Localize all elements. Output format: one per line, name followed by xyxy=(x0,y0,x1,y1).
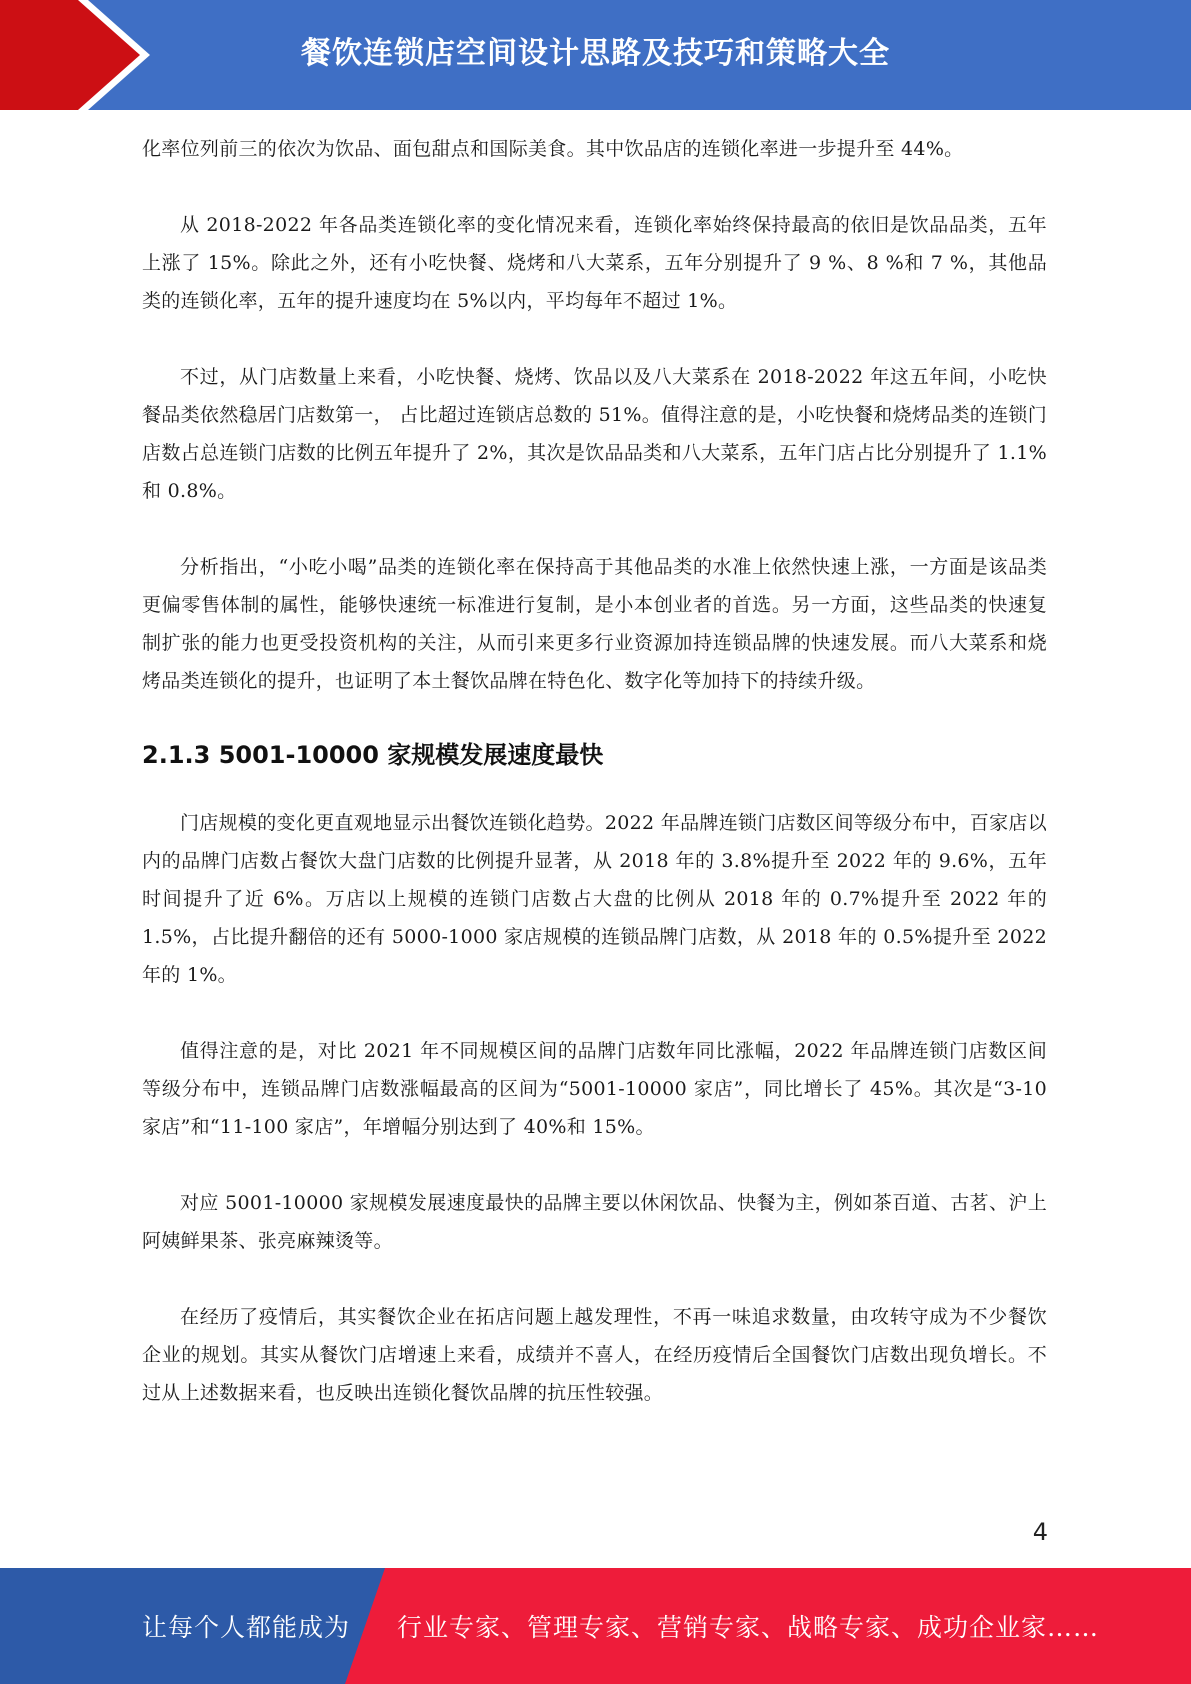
footer-slogan-right: 行业专家、管理专家、营销专家、战略专家、成功企业家…… xyxy=(397,1613,1100,1642)
page-header xyxy=(0,0,1191,110)
paragraph-8: 在经历了疫情后，其实餐饮企业在拓店问题上越发理性，不再一味追求数量，由攻转守成为不少餐饮企业的规划。其实从餐饮门店增速上来看，成绩并不喜人，在经历疫情后全国餐饮门店数出现负增长。不过从上述数据来看，也反映出连锁化餐饮品牌的抗压性较强。 xyxy=(142,1306,1047,1404)
paragraph-6: 值得注意的是，对比 2021 年不同规模区间的品牌门店数年同比涨幅，2022 年品牌连锁门店数区间等级分布中，连锁品牌门店数涨幅最高的区间为“5001-10000 家店”，同比增长了 45%。其次是“3-10 家店”和“11-100 家店”，年增幅分别达到了 40%和 15%。 xyxy=(142,1040,1047,1138)
page-footer xyxy=(0,1568,1191,1684)
header-red-chevron xyxy=(0,0,150,110)
paragraph-2: 从 2018-2022 年各品类连锁化率的变化情况来看，连锁化率始终保持最高的依旧是饮品品类，五年上涨了 15%。除此之外，还有小吃快餐、烧烤和八大菜系，五年分别提升了 9 %、8 %和 7 %，其他品类的连锁化率，五年的提升速度均在 5%以内，平均每年不超过 1%。 xyxy=(142,214,1047,312)
section-heading: 2.1.3 5001-10000 家规模发展速度最快 xyxy=(142,741,604,769)
paragraph-4: 分析指出，“小吃小喝”品类的连锁化率在保持高于其他品类的水准上依然快速上涨，一方面是该品类更偏零售体制的属性，能够快速统一标准进行复制，是小本创业者的首选。另一方面，这些品类的快速复制扩张的能力也更受投资机构的关注，从而引来更多行业资源加持连锁品牌的快速发展。而八大菜系和烧烤品类连锁化的提升，也证明了本土餐饮品牌在特色化、数字化等加持下的持续升级。 xyxy=(142,556,1047,692)
paragraph-7: 对应 5001-10000 家规模发展速度最快的品牌主要以休闲饮品、快餐为主，例如茶百道、古茗、沪上阿姨鲜果茶、张亮麻辣烫等。 xyxy=(142,1192,1047,1252)
paragraph-5: 门店规模的变化更直观地显示出餐饮连锁化趋势。2022 年品牌连锁门店数区间等级分布中，百家店以内的品牌门店数占餐饮大盘门店数的比例提升显著，从 2018 年的 3.8%提升至 2022 年的 9.6%，五年时间提升了近 6%。万店以上规模的连锁门店数占大盘的比例从 2018 年的 0.7%提升至 2022 年的 1.5%，占比提升翻倍的还有 5000-1000 家店规模的连锁品牌门店数，从 2018 年的 0.5%提升至 2022 年的 1%。 xyxy=(142,812,1047,986)
page-number: 4 xyxy=(1032,1518,1048,1546)
paragraph-1: 化率位列前三的依次为饮品、面包甜点和国际美食。其中饮品店的连锁化率进一步提升至 44%。 xyxy=(142,138,964,160)
document-title: 餐饮连锁店空间设计思路及技巧和策略大全 xyxy=(301,36,890,71)
paragraph-3: 不过，从门店数量上来看，小吃快餐、烧烤、饮品以及八大菜系在 2018-2022 年这五年间，小吃快餐品类依然稳居门店数第一， 占比超过连锁店总数的 51%。值得注意的是，小吃快餐和烧烤品类的连锁门店数占总连锁门店数的比例五年提升了 2%，其次是饮品品类和八大菜系，五年门店占比分别提升了 1.1%和 0.8%。 xyxy=(142,366,1048,502)
page-content xyxy=(142,130,1047,1412)
footer-slogan-left: 让每个人都能成为 xyxy=(142,1613,351,1642)
